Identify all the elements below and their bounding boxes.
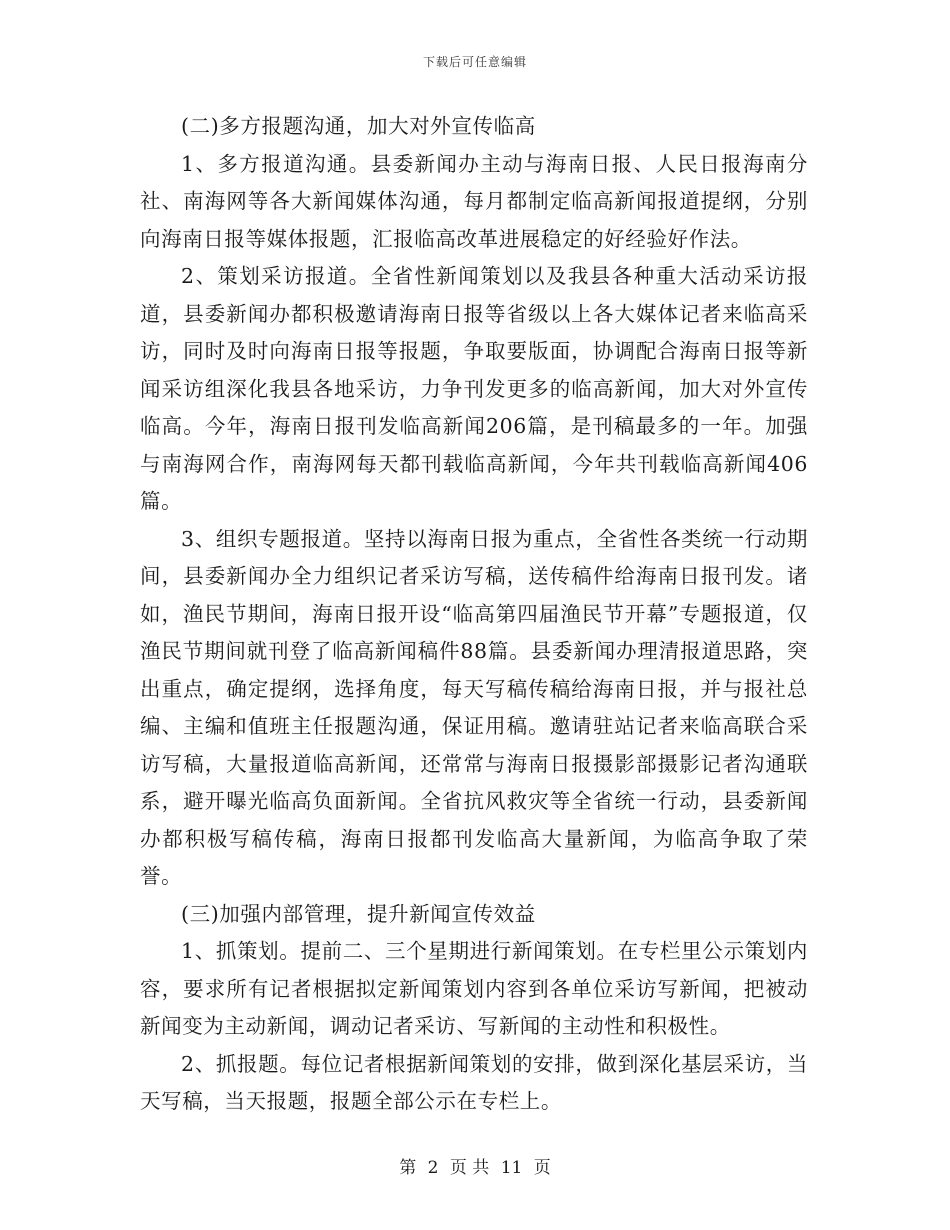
page-number-footer <box>0 1153 950 1178</box>
footer-suffix: 页 <box>533 1158 551 1178</box>
footer-total-pages: 11 <box>500 1158 523 1178</box>
document-body <box>140 108 808 1121</box>
footer-prefix: 第 <box>399 1158 417 1178</box>
paragraph: 3、组织专题报道。坚持以海南日报为重点，全省性各类统一行动期间，县委新闻办全力组织记者采访写稿，送传稿件给海南日报刊发。诸如，渔民节期间，海南日报开设“临高第四届渔民节开幕”专题报道，仅渔民节期间就刊登了临高新闻稿件88篇。县委新闻办理清报道思路，突出重点，确定提纲，选择角度，每天写稿传稿给海南日报，并与报社总编、主编和值班主任报题沟通，保证用稿。邀请驻站记者来临高联合采访写稿，大量报道临高新闻，还常常与海南日报摄影部摄影记者沟通联系，避开曝光临高负面新闻。全省抗风救灾等全省统一行动，县委新闻办都积极写稿传稿，海南日报都刊发临高大量新闻，为临高争取了荣誉。 <box>140 526 808 888</box>
section-heading-2: (二)多方报题沟通，加大对外宣传临高 <box>181 114 536 138</box>
footer-current-page: 2 <box>427 1158 439 1178</box>
paragraph: 2、策划采访报道。全省性新闻策划以及我县各种重大活动采访报道，县委新闻办都积极邀请海南日报等省级以上各大媒体记者来临高采访，同时及时向海南日报等报题，争取要版面，协调配合海南日报等新闻采访组深化我县各地采访，力争刊发更多的临高新闻，加大对外宣传临高。今年，海南日报刊发临高新闻206篇，是刊稿最多的一年。加强与南海网合作，南海网每天都刊载临高新闻，今年共刊载临高新闻406篇。 <box>140 264 808 513</box>
footer-middle: 页 共 <box>449 1158 490 1178</box>
paragraph: 1、多方报道沟通。县委新闻办主动与海南日报、人民日报海南分社、南海网等各大新闻媒体沟通，每月都制定临高新闻报道提纲，分别向海南日报等媒体报题，汇报临高改革进展稳定的好经验好作法。 <box>140 151 808 251</box>
header-note: 下载后可任意编辑 <box>422 55 527 69</box>
paragraph: 1、抓策划。提前二、三个星期进行新闻策划。在专栏里公示策划内容，要求所有记者根据拟定新闻策划内容到各单位采访写新闻，把被动新闻变为主动新闻，调动记者采访、写新闻的主动性和积极性。 <box>140 939 808 1038</box>
section-heading-3: (三)加强内部管理，提升新闻宣传效益 <box>181 901 536 926</box>
paragraph: 2、抓报题。每位记者根据新闻策划的安排，做到深化基层采访，当天写稿，当天报题，报题全部公示在专栏上。 <box>140 1051 808 1113</box>
